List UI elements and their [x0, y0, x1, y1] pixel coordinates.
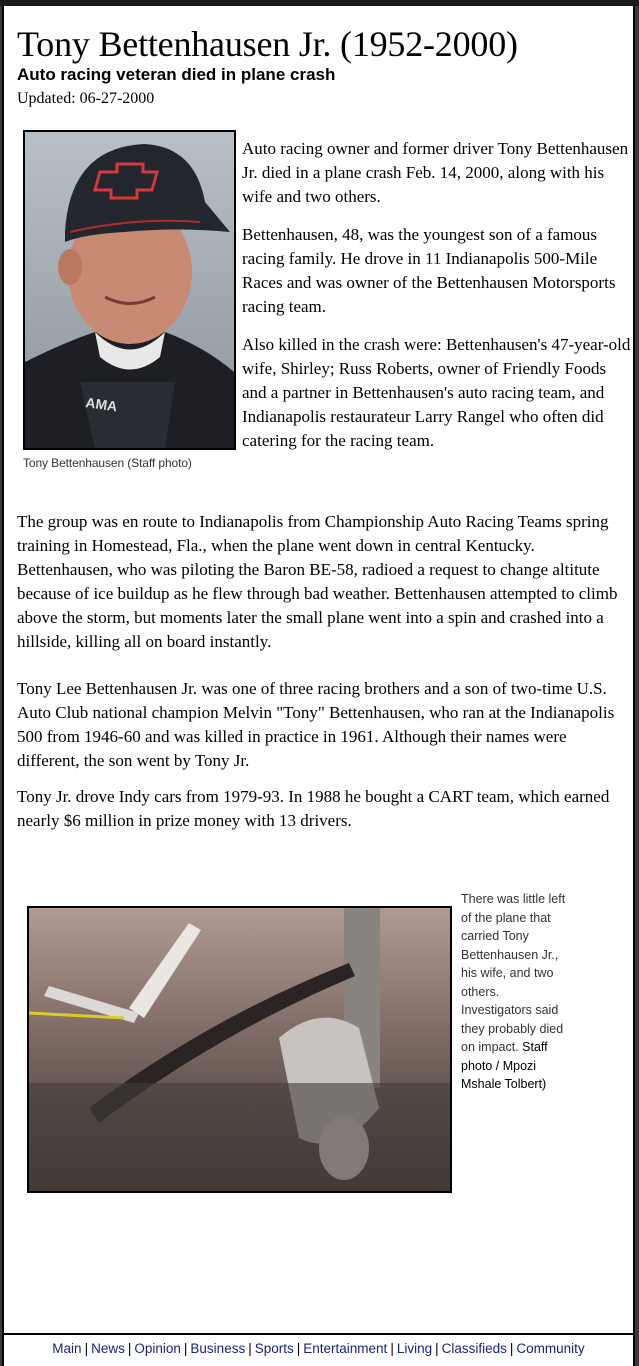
crash-photo: [27, 906, 452, 1193]
photo-credit: Staff photo / Mpozi Mshale Tolbert): [461, 1040, 548, 1091]
separator: |: [435, 1341, 439, 1356]
separator: |: [390, 1341, 394, 1356]
footer-link-entertainment[interactable]: Entertainment: [303, 1341, 388, 1356]
crash-photo-caption: [461, 890, 571, 1094]
footer-link-classifieds[interactable]: Classifieds: [441, 1341, 507, 1356]
separator: |: [509, 1341, 514, 1356]
article-page: [2, 6, 635, 1366]
intro-column: [242, 137, 632, 467]
footer-link-opinion[interactable]: Opinion: [134, 1341, 181, 1356]
separator: |: [248, 1341, 252, 1356]
footer-link-sports[interactable]: Sports: [254, 1341, 294, 1356]
footer-link-community[interactable]: Community: [516, 1341, 585, 1356]
intro-paragraph: Also killed in the crash were: Bettenhausen's 47-year-old wife, Shirley; Russ Roberts, owner of Friendly Foods and a partner in Bettenhausen's auto racing team, and Indianapolis restaurateur Larry Rangel who often did catering for the racing team.: [242, 335, 631, 450]
body-text: [17, 510, 629, 856]
portrait-figure: [23, 130, 236, 470]
separator: |: [296, 1341, 301, 1356]
footer-link-living[interactable]: Living: [396, 1341, 433, 1356]
footer-link-news[interactable]: News: [91, 1341, 125, 1356]
separator: |: [127, 1341, 132, 1356]
footer-divider: [4, 1333, 633, 1335]
svg-text:AMA: AMA: [84, 394, 119, 415]
body-paragraph: Tony Lee Bettenhausen Jr. was one of three racing brothers and a son of two-time U.S. Auto Club national champion Melvin "Tony" Bettenhausen, who ran at the Indianapolis 500 from 1946-60 and was killed in practice in 1961. Although their names were different, the son went by Tony Jr.: [17, 679, 615, 770]
intro-paragraph: Bettenhausen, 48, was the youngest son of a famous racing family. He drove in 11 Indianapolis 500-Mile Races and was owner of the Bettenhausen Motorsports racing team.: [242, 225, 616, 316]
crash-image: [29, 908, 450, 1191]
footer-link-business[interactable]: Business: [190, 1341, 246, 1356]
article-subtitle: Auto racing veteran died in plane crash: [17, 65, 336, 84]
updated-date: Updated: 06-27-2000: [17, 90, 155, 107]
body-paragraph: Tony Jr. drove Indy cars from 1979-93. In 1988 he bought a CART team, which earned nearly $6 million in prize money with 13 drivers.: [17, 787, 610, 830]
portrait-image: [25, 132, 234, 448]
footer-link-main[interactable]: Main: [52, 1341, 82, 1356]
portrait-photo: [23, 130, 236, 450]
separator: |: [84, 1341, 89, 1356]
body-paragraph: The group was en route to Indianapolis from Championship Auto Racing Teams spring training in Homestead, Fla., when the plane went down in central Kentucky. Bettenhausen, who was piloting the Baron BE-58, radioed a request to change altitute because of ice buildup as he flew through bad weather. Bettenhausen attempted to climb above the storm, but moments later the small plane went into a spin and crashed into a hillside, killing all on board instantly.: [17, 512, 618, 651]
crash-caption-text: There was little left of the plane that carried Tony Bettenhausen Jr., his wife, and two others. Investigators said they probably died on impact.: [461, 892, 566, 1054]
page-title: Tony Bettenhausen Jr. (1952-2000): [17, 24, 518, 64]
footer-nav: [4, 1341, 633, 1356]
intro-paragraph: Auto racing owner and former driver Tony Bettenhausen Jr. died in a plane crash Feb. 14, 2000, along with his wife and two others.: [242, 139, 629, 206]
article-content: [17, 24, 631, 1091]
separator: |: [183, 1341, 188, 1356]
portrait-caption: Tony Bettenhausen (Staff photo): [23, 456, 192, 470]
